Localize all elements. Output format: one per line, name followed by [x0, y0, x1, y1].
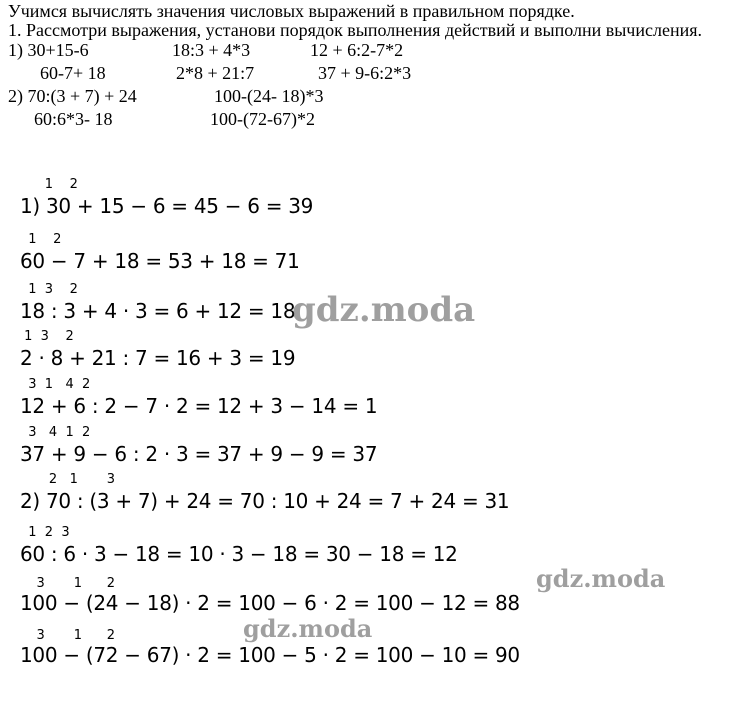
expression: 2) 70:(3 + 7) + 24: [8, 86, 137, 106]
solution-line: 2) 70 : (3 + 7) + 24 = 70 : 10 + 24 = 7 + 24 = 31: [20, 489, 510, 513]
order-marks: 3 4 1 2: [20, 425, 91, 440]
solution-line: 60 : 6 · 3 − 18 = 10 · 3 − 18 = 30 − 18 = 12: [20, 542, 458, 566]
order-marks: 1 2: [20, 177, 78, 192]
order-marks: 3 1 2: [20, 628, 116, 643]
expression: 1) 30+15-6: [8, 40, 89, 60]
expression: 100-(72-67)*2: [210, 109, 315, 129]
expression: 12 + 6:2-7*2: [310, 40, 404, 60]
expression: 37 + 9-6:2*3: [318, 63, 412, 83]
solution-line: 37 + 9 − 6 : 2 · 3 = 37 + 9 − 9 = 37: [20, 442, 378, 466]
solution-line: 12 + 6 : 2 − 7 · 2 = 12 + 3 − 14 = 1: [20, 394, 378, 418]
solution-line: 100 − (24 − 18) · 2 = 100 − 6 · 2 = 100 − 12 = 88: [20, 591, 520, 615]
task-heading: Учимся вычислять значения числовых выражений в правильном порядке.: [8, 1, 575, 21]
order-marks: 3 1 2: [20, 576, 116, 591]
expression: 18:3 + 4*3: [172, 40, 251, 60]
expression-row: [8, 110, 724, 133]
solution-line: 18 : 3 + 4 · 3 = 6 + 12 = 18: [20, 299, 296, 323]
watermark: gdz.moda: [536, 564, 666, 593]
order-marks: 1 2 3: [20, 525, 70, 540]
task-instruction: 1. Рассмотри выражения, установи порядок выполнения действий и выполни вычисления.: [8, 20, 703, 40]
watermark: gdz.moda: [292, 290, 476, 330]
expression: 100-(24- 18)*3: [214, 86, 324, 106]
order-marks: 1 2: [20, 232, 62, 247]
order-marks: 3 1 4 2: [20, 377, 91, 392]
order-marks: 1 3 2: [20, 282, 78, 297]
solution-line: 1) 30 + 15 − 6 = 45 − 6 = 39: [20, 194, 314, 218]
watermark: gdz.moda: [243, 614, 373, 643]
order-marks: 1 3 2: [20, 329, 74, 344]
expression-row: [8, 41, 724, 64]
solution-line: 60 − 7 + 18 = 53 + 18 = 71: [20, 249, 300, 273]
expression-row: [8, 87, 724, 110]
solution-line: 2 · 8 + 21 : 7 = 16 + 3 = 19: [20, 346, 296, 370]
expression: 60-7+ 18: [40, 63, 106, 83]
task-block: [8, 2, 724, 133]
order-marks: 2 1 3: [20, 472, 116, 487]
expression-row: [8, 64, 724, 87]
expression: 2*8 + 21:7: [176, 63, 255, 83]
solution-line: 100 − (72 − 67) · 2 = 100 − 5 · 2 = 100 − 10 = 90: [20, 643, 520, 667]
expression: 60:6*3- 18: [34, 109, 113, 129]
